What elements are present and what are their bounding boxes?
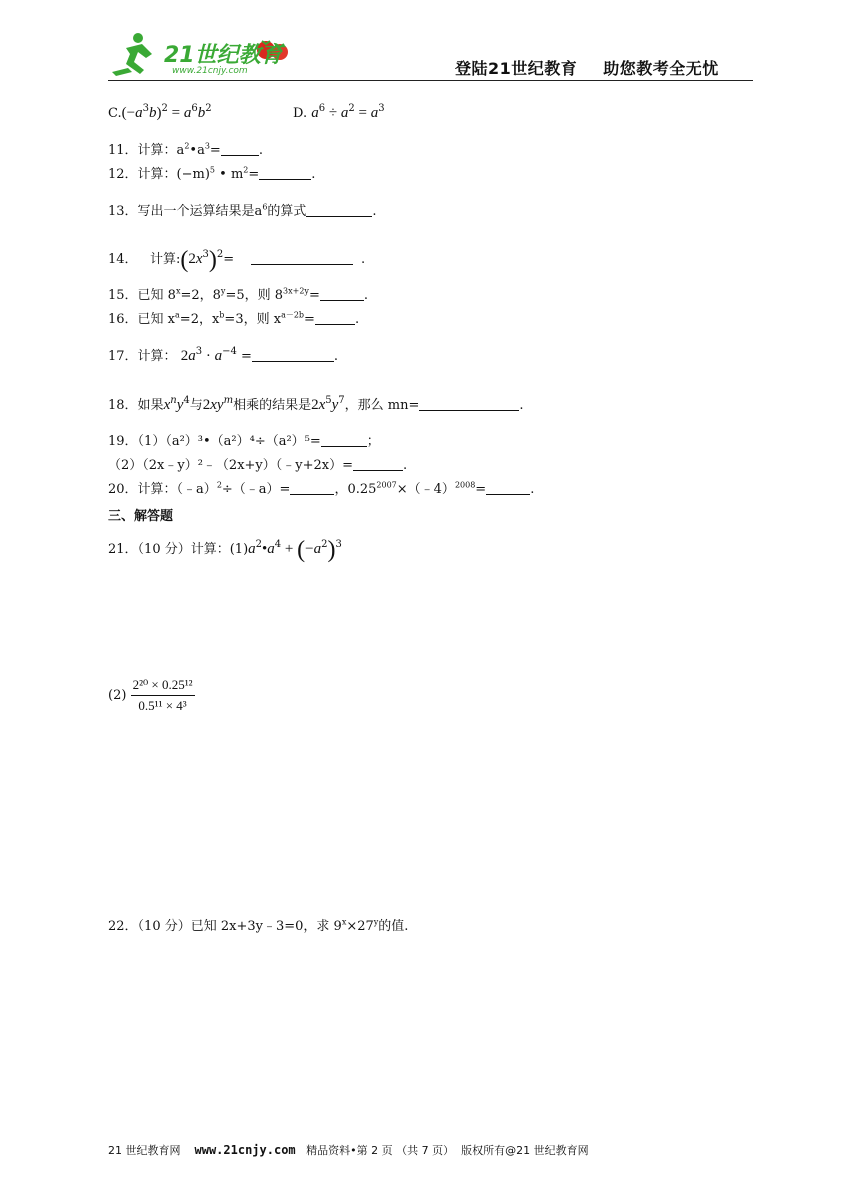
exponent: a	[175, 310, 180, 320]
question-text: .	[363, 288, 368, 303]
question-number: 14．	[108, 252, 138, 267]
question-text: =5，则 8	[225, 288, 284, 303]
question-21-part2	[108, 676, 195, 715]
answer-blank[interactable]	[315, 312, 355, 325]
option-d-label: D.	[293, 106, 308, 121]
footer-copyright: 版权所有@21 世纪教育网	[461, 1144, 589, 1157]
question-14: 14． 计算$:(2x^3)^2=$ .	[108, 247, 366, 273]
answer-blank[interactable]	[259, 167, 311, 180]
question-number: 22．	[108, 919, 138, 934]
question-18: 18．如果$x^ny^4$与$2xy^m$相乘的结果是$2x^5y^7$，那么 mn= .	[108, 395, 524, 413]
question-number: 20．	[108, 482, 138, 497]
question-text: .	[354, 312, 360, 327]
question-text: (2)	[108, 688, 127, 703]
question-text: .	[311, 167, 316, 182]
question-text: （1）（a²）³•（a²）⁴÷（a²）⁵=	[137, 434, 321, 449]
question-text: =	[209, 143, 221, 158]
question-text: =	[248, 167, 260, 182]
question-text: ×（﹣4）	[396, 482, 455, 497]
question-12	[108, 166, 315, 184]
question-text: 计算：	[137, 349, 177, 364]
question-text: 已知 x	[137, 312, 176, 327]
question-number: 13．	[108, 204, 138, 219]
exponent: x	[341, 917, 347, 927]
question-17: 17．计算： $2a^3 \cdot a^{-4}$ = .	[108, 346, 339, 364]
answer-blank[interactable]	[353, 458, 403, 471]
question-text: （2）（2x﹣y）²﹣（2x+y）（﹣y+2x）=	[108, 458, 354, 473]
question-19-part2	[108, 457, 407, 475]
question-number: 17．	[108, 349, 138, 364]
exponent: y	[220, 286, 226, 296]
question-text: 计算：(−m)	[137, 167, 210, 182]
tagline-left: 登陆21世纪教育	[455, 59, 578, 78]
exponent: 2008	[454, 480, 476, 490]
exponent: 6	[262, 202, 268, 212]
question-text: =	[308, 288, 320, 303]
question-number: 19．	[108, 434, 138, 449]
question-text: 写出一个运算结果是a	[137, 204, 263, 219]
question-text: 相乘的结果是	[233, 398, 312, 413]
question-number: 12．	[108, 167, 138, 182]
exponent: 2	[243, 165, 249, 175]
question-text: ×27	[346, 919, 374, 934]
exponent: a－2b	[281, 310, 305, 320]
question-text: 与	[189, 398, 203, 413]
question-text: =	[240, 349, 252, 364]
question-text: 计算:	[149, 252, 181, 267]
exponent: 3x+2y	[283, 286, 309, 296]
question-21: 21．（10 分）计算：$(1)a^2•a^4 + (-a^2)^3$	[108, 537, 342, 563]
answer-blank[interactable]	[290, 482, 334, 495]
question-text: =	[223, 252, 235, 267]
question-text: ÷（﹣a）=	[221, 482, 291, 497]
question-16	[108, 311, 359, 329]
answer-blank[interactable]	[252, 349, 334, 362]
question-number: 18．	[108, 398, 138, 413]
question-number: 21．	[108, 542, 138, 557]
question-15	[108, 287, 368, 305]
section-title: 三、解答题	[108, 509, 174, 524]
exponent: x	[175, 286, 181, 296]
answer-blank[interactable]	[306, 204, 372, 217]
question-text: （10 分）计算：(1)	[137, 542, 249, 557]
answer-blank[interactable]	[221, 143, 259, 156]
question-text: 如果	[137, 398, 164, 413]
answer-blank[interactable]	[321, 434, 367, 447]
exponent: 3	[204, 141, 210, 151]
footer-url[interactable]: www.21cnjy.com	[194, 1143, 296, 1157]
question-text: .	[372, 204, 377, 219]
question-text: =2，8	[180, 288, 221, 303]
exponent: b	[219, 310, 225, 320]
question-text: .	[333, 349, 339, 364]
header-tagline	[455, 56, 719, 79]
question-text: =3，则 x	[224, 312, 282, 327]
exponent: 2007	[376, 480, 397, 490]
question-text: ，0.25	[334, 482, 377, 497]
question-text: .	[403, 458, 408, 473]
question-11	[108, 142, 263, 160]
question-text: =2，x	[179, 312, 220, 327]
question-text: .	[258, 143, 263, 158]
question-text: ；	[366, 434, 380, 449]
question-text: 的值.	[378, 919, 409, 934]
question-19-part1	[108, 433, 380, 451]
answer-blank[interactable]	[320, 288, 364, 301]
exponent: 5	[209, 165, 216, 175]
question-text: ，那么 mn=	[344, 398, 420, 413]
question-text: （10 分）已知 2x+3y﹣3=0，求 9	[137, 919, 342, 934]
answer-blank[interactable]	[251, 252, 353, 265]
option-d: D. $a^6 \div a^2 = a^3$	[293, 103, 385, 121]
question-text: • m	[215, 167, 244, 182]
tagline-right: 助您教考全无忧	[603, 59, 719, 78]
header-divider	[108, 80, 753, 81]
question-text: •a	[189, 143, 205, 158]
exponent: y	[373, 917, 379, 927]
option-c: $C.(-a^3b)^2 = a^6b^2$	[108, 103, 212, 121]
question-text: 计算：a	[137, 143, 185, 158]
page-footer	[108, 1142, 589, 1158]
footer-site: 21 世纪教育网	[108, 1144, 181, 1157]
question-text: .	[530, 482, 535, 497]
fraction-numerator: 2²⁰ × 0.25¹²	[131, 676, 195, 696]
question-text: =	[304, 312, 315, 327]
answer-blank[interactable]	[419, 398, 519, 411]
logo-url: www.21cnjy.com	[172, 66, 248, 76]
question-number: 11．	[108, 143, 138, 158]
question-22	[108, 918, 408, 936]
question-20	[108, 481, 534, 499]
exponent: 2	[216, 480, 222, 490]
answer-blank[interactable]	[486, 482, 530, 495]
question-number: 15．	[108, 288, 138, 303]
option-c-label: C.	[108, 106, 122, 121]
fraction-denominator: 0.5¹¹ × 4³	[138, 698, 187, 713]
question-text: 已知 8	[137, 288, 176, 303]
question-number: 16．	[108, 312, 138, 327]
footer-page-info: 精品资料•第 2 页 （共 7 页）	[306, 1144, 455, 1157]
question-13	[108, 203, 377, 221]
question-text: .	[360, 252, 366, 267]
question-text: .	[519, 398, 524, 413]
fraction	[131, 676, 195, 715]
exponent: 2	[184, 141, 190, 151]
question-text: 的算式	[267, 204, 307, 219]
logo-text: 21世纪教育	[164, 43, 283, 68]
question-text: 计算：（﹣a）	[137, 482, 217, 497]
question-text: =	[475, 482, 487, 497]
logo	[108, 28, 308, 80]
